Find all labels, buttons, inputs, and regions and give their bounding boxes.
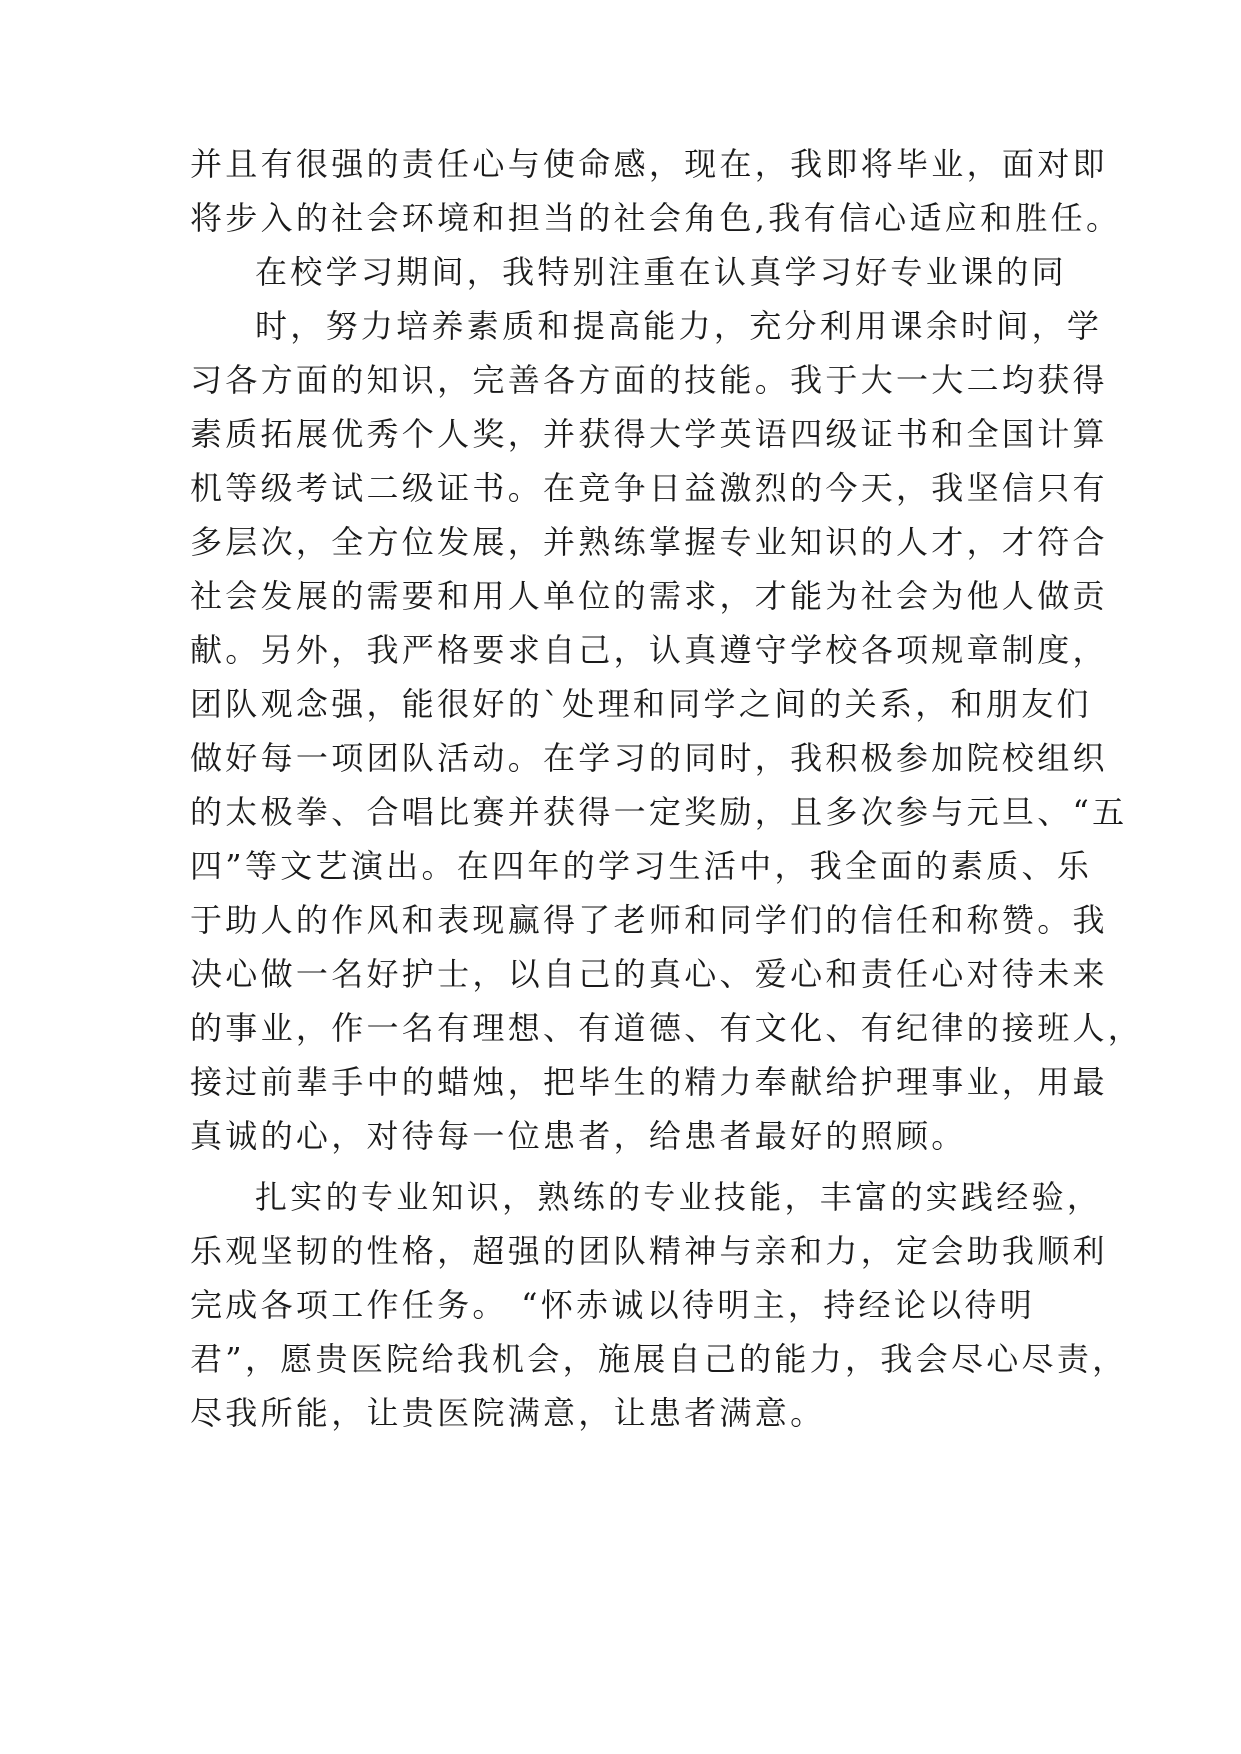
text-line: 决心做一名好护士，以自己的真心、爱心和责任心对待未来: [190, 955, 1108, 993]
text-line: 时，努力培养素质和提高能力，充分利用课余时间，学: [255, 307, 1103, 345]
text-line: 四”等文艺演出。在四年的学习生活中，我全面的素质、乐: [190, 847, 1093, 885]
text-line: 尽我所能，让贵医院满意，让患者满意。: [190, 1394, 826, 1432]
text-line: 多层次，全方位发展，并熟练掌握专业知识的人才，才符合: [190, 523, 1108, 561]
text-line: 做好每一项团队活动。在学习的同时，我积极参加院校组织: [190, 739, 1108, 777]
text-line: 习各方面的知识，完善各方面的技能。我于大一大二均获得: [190, 361, 1108, 399]
text-line: 扎实的专业知识，熟练的专业技能，丰富的实践经验，: [255, 1178, 1103, 1216]
text-line: 真诚的心，对待每一位患者，给患者最好的照顾。: [190, 1117, 967, 1155]
text-line: 将步入的社会环境和担当的社会角色,我有信心适应和胜任。: [190, 199, 1122, 237]
text-line: 的太极拳、合唱比赛并获得一定奖励，且多次参与元旦、“五: [190, 793, 1128, 831]
text-line: 在校学习期间，我特别注重在认真学习好专业课的同: [255, 253, 1067, 291]
text-line: 团队观念强，能很好的`处理和同学之间的关系，和朋友们: [190, 685, 1092, 723]
text-line: 接过前辈手中的蜡烛，把毕生的精力奉献给护理事业，用最: [190, 1063, 1108, 1101]
text-line: 的事业，作一名有理想、有道德、有文化、有纪律的接班人，: [190, 1009, 1144, 1047]
text-line: 于助人的作风和表现赢得了老师和同学们的信任和称赞。我: [190, 901, 1108, 939]
text-line: 乐观坚韧的性格，超强的团队精神与亲和力，定会助我顺利: [190, 1232, 1108, 1270]
text-line: 献。另外，我严格要求自己，认真遵守学校各项规章制度，: [190, 631, 1108, 669]
text-line: 并且有很强的责任心与使命感，现在，我即将毕业，面对即: [190, 145, 1108, 183]
text-line: 完成各项工作任务。 “怀赤诚以待明主，持经论以待明: [190, 1286, 1036, 1324]
text-line: 君”，愿贵医院给我机会，施展自己的能力，我会尽心尽责，: [190, 1340, 1128, 1378]
text-line: 社会发展的需要和用人单位的需求，才能为社会为他人做贡: [190, 577, 1108, 615]
text-line: 机等级考试二级证书。在竞争日益激烈的今天，我坚信只有: [190, 469, 1108, 507]
text-line: 素质拓展优秀个人奖，并获得大学英语四级证书和全国计算: [190, 415, 1108, 453]
